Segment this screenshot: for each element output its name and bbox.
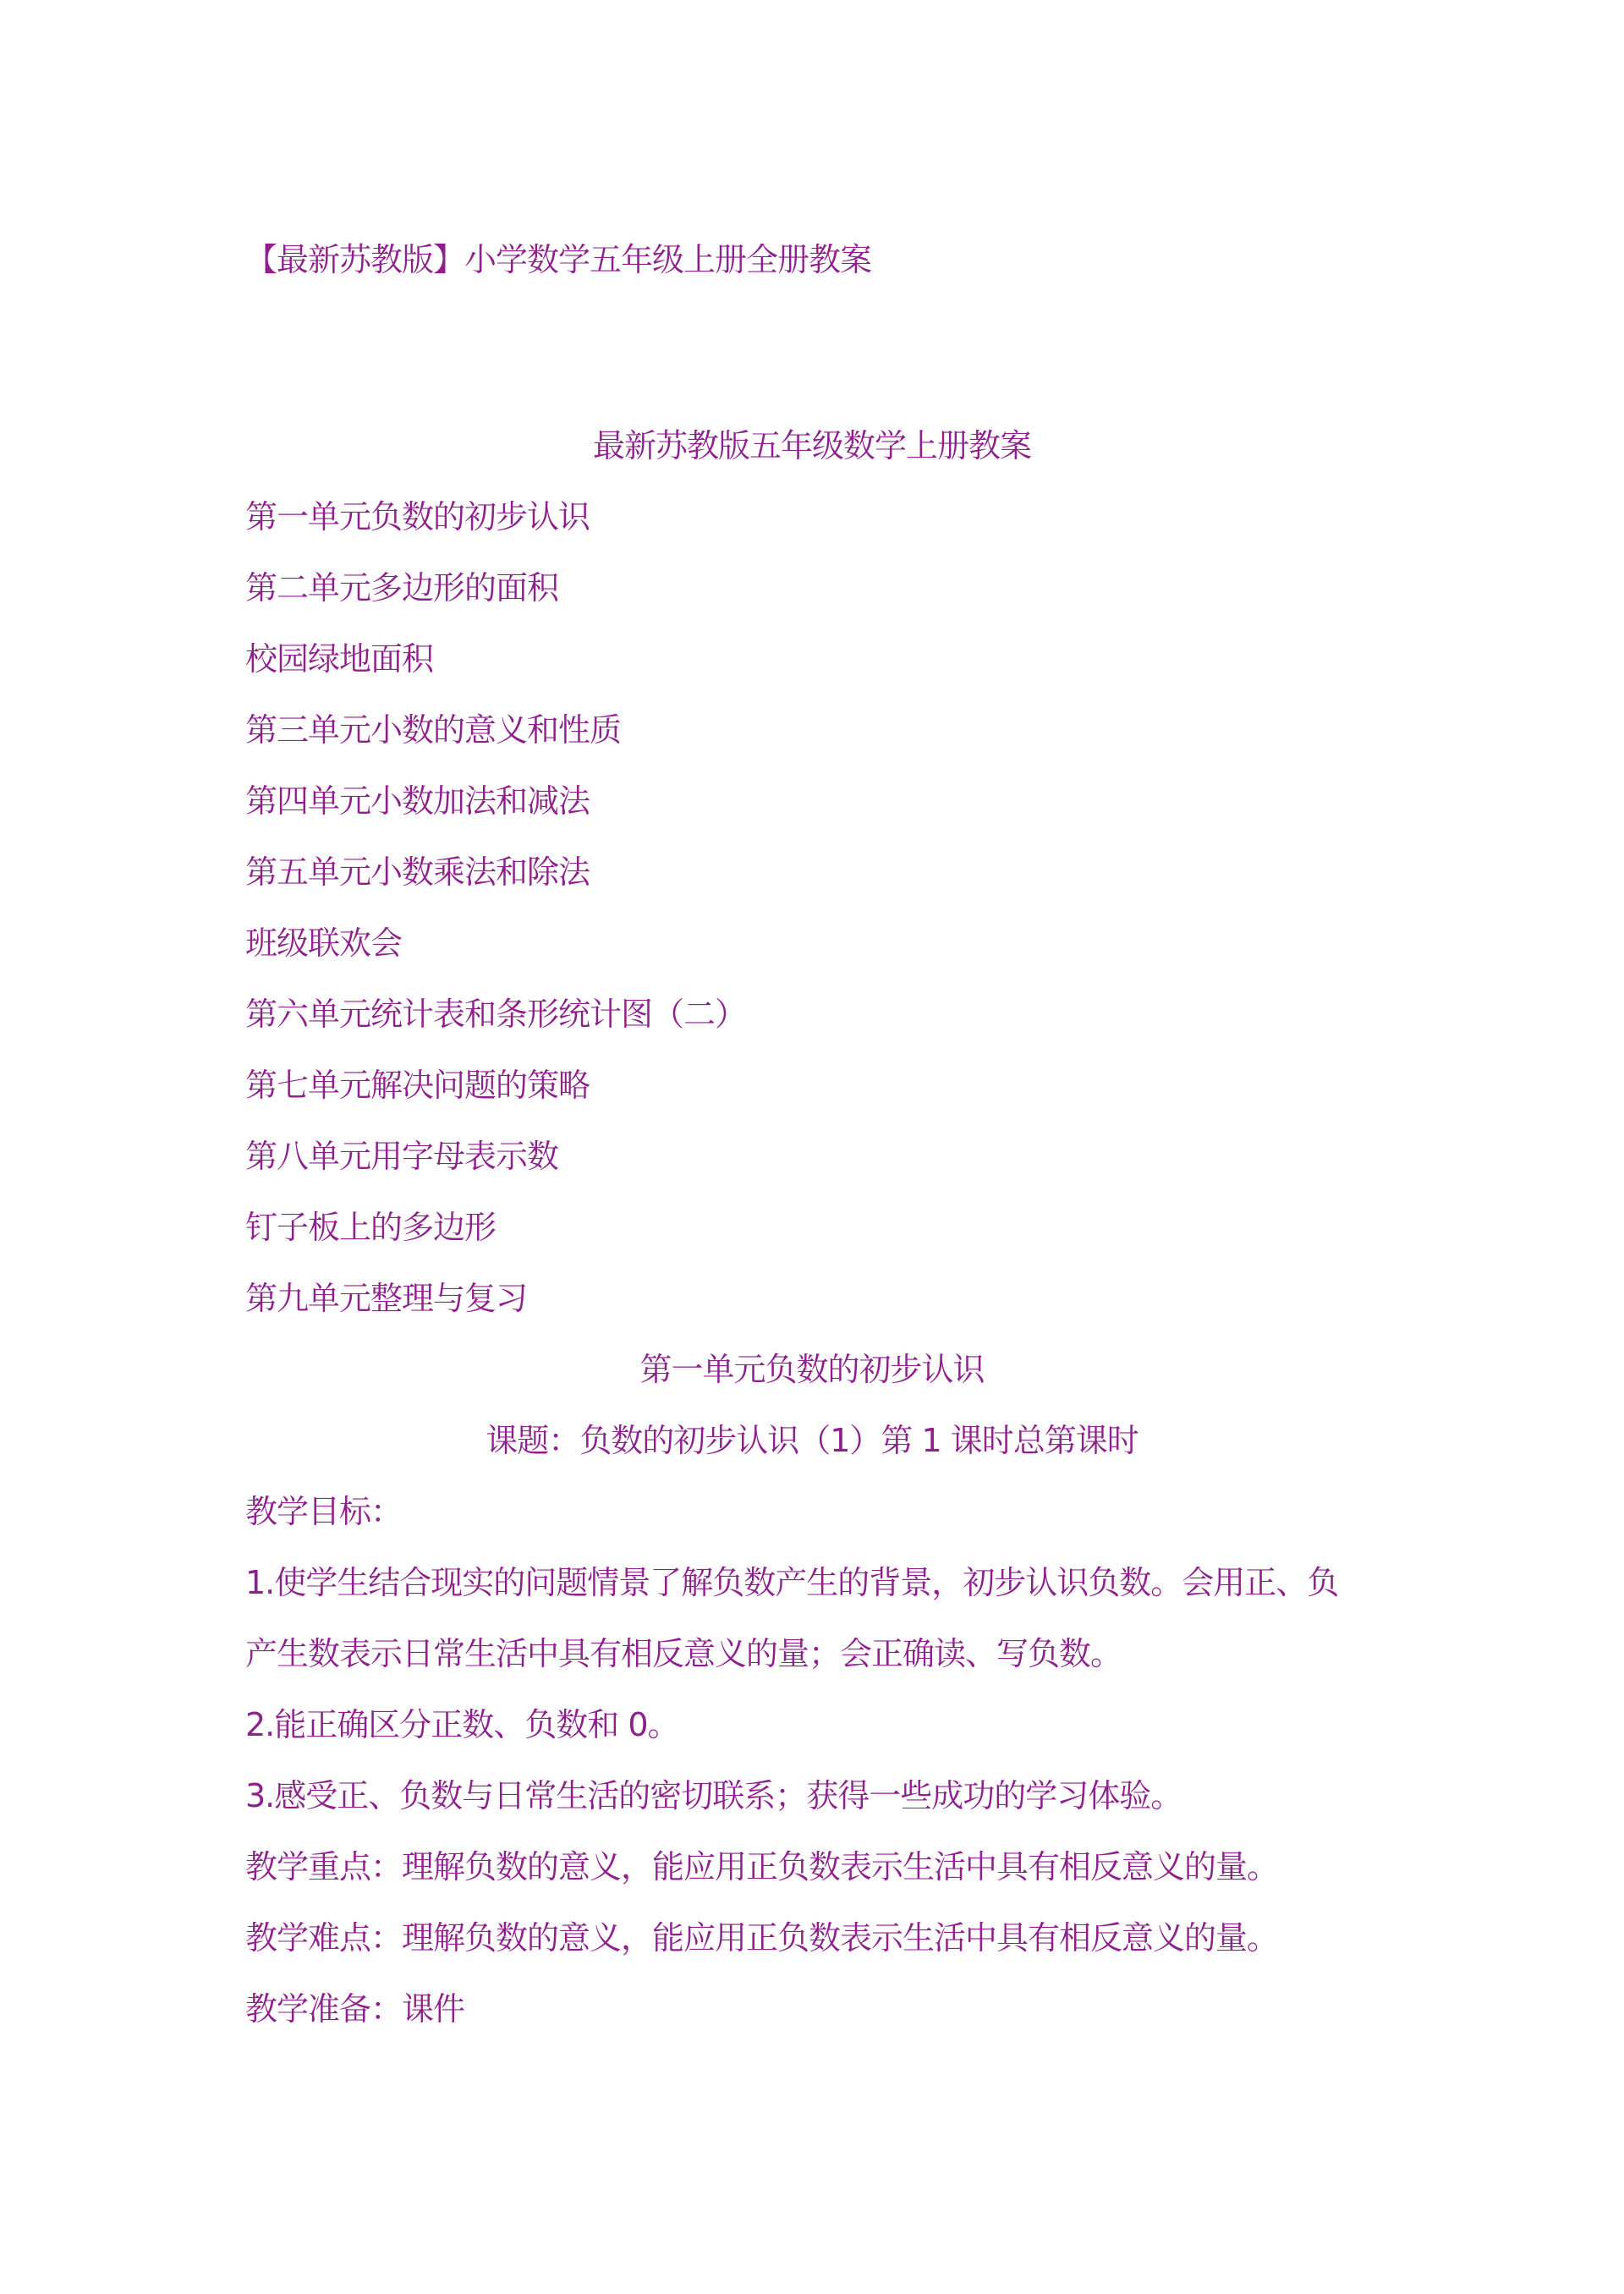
teaching-goal-2: 2.能正确区分正数、负数和 0。 [245, 1706, 679, 1743]
toc-item-unit-3: 第三单元小数的意义和性质 [245, 711, 622, 749]
toc-item-unit-5: 第五单元小数乘法和除法 [245, 853, 590, 891]
toc-item-nail-board-polygons: 钉子板上的多边形 [245, 1209, 497, 1246]
toc-item-unit-9: 第九单元整理与复习 [245, 1280, 528, 1317]
toc-item-unit-7: 第七单元解决问题的策略 [245, 1067, 590, 1104]
teaching-goal-1-line-1: 1.使学生结合现实的问题情景了解负数产生的背景，初步认识负数。会用正、负 [245, 1564, 1339, 1601]
toc-item-unit-1: 第一单元负数的初步认识 [245, 498, 590, 535]
teaching-goal-1-line-2: 产生数表示日常生活中具有相反意义的量；会正确读、写负数。 [245, 1635, 1122, 1672]
toc-item-unit-8: 第八单元用字母表示数 [245, 1138, 559, 1175]
lesson-plan-title: 最新苏教版五年级数学上册教案 [592, 427, 1031, 464]
toc-item-campus-green-area: 校园绿地面积 [245, 640, 434, 678]
document-title: 【最新苏教版】小学数学五年级上册全册教案 [245, 241, 872, 278]
teaching-goals-heading: 教学目标： [245, 1493, 403, 1530]
toc-item-unit-4: 第四单元小数加法和减法 [245, 782, 590, 820]
teaching-goal-3: 3.感受正、负数与日常生活的密切联系；获得一些成功的学习体验。 [245, 1777, 1182, 1814]
toc-item-class-party: 班级联欢会 [245, 925, 403, 962]
teaching-preparation: 教学准备：课件 [245, 1990, 465, 2028]
lesson-title: 课题：负数的初步认识（1）第 1 课时总第课时 [486, 1422, 1138, 1459]
toc-item-unit-2: 第二单元多边形的面积 [245, 569, 559, 606]
teaching-difficulty: 教学难点：理解负数的意义，能应用正负数表示生活中具有相反意义的量。 [245, 1919, 1279, 1956]
teaching-key-point: 教学重点：理解负数的意义，能应用正负数表示生活中具有相反意义的量。 [245, 1848, 1279, 1885]
toc-item-unit-6: 第六单元统计表和条形统计图（二） [245, 996, 747, 1033]
unit-section-title: 第一单元负数的初步认识 [639, 1351, 985, 1388]
